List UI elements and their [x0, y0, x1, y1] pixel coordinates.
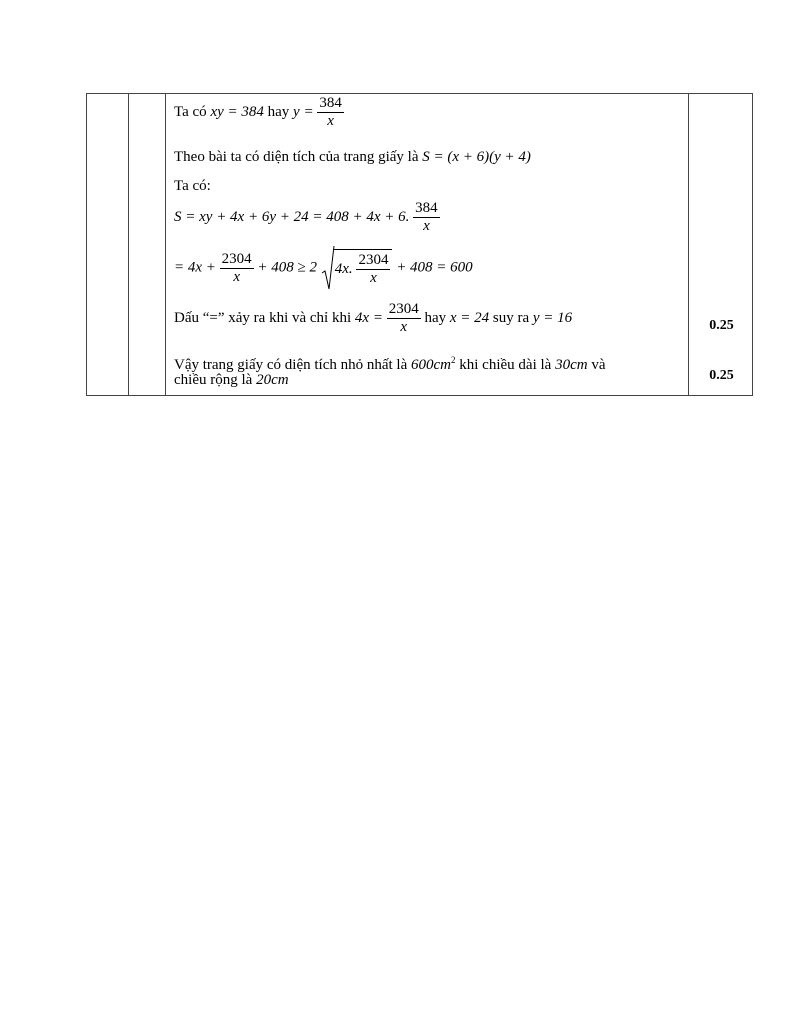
- fraction: [356, 252, 390, 287]
- text: Vậy trang giấy có diện tích nhỏ nhất là: [174, 357, 412, 373]
- numerator: 2304: [388, 301, 419, 317]
- table-col-border: [165, 93, 166, 396]
- answer-table: [86, 93, 753, 396]
- text: Theo bài ta có diện tích của trang giấy là: [174, 149, 423, 165]
- table-top-border: [86, 93, 753, 94]
- solution-line-3: [174, 177, 211, 195]
- equation: 4x.: [334, 260, 353, 277]
- equation: 30cm: [555, 357, 588, 373]
- solution-line-4: [174, 200, 440, 235]
- equation: S = (x + 6)(y + 4): [422, 149, 531, 165]
- numerator: 2304: [221, 250, 252, 267]
- text: hay: [267, 103, 294, 120]
- text: suy ra: [492, 309, 533, 326]
- table-col-border: [752, 93, 753, 396]
- text: Ta có:: [174, 178, 211, 194]
- denominator: x: [400, 319, 408, 335]
- equation: 600cm: [411, 357, 452, 373]
- denominator: x: [233, 268, 240, 285]
- equation: 20cm: [256, 372, 289, 388]
- numerator: 2304: [358, 252, 389, 268]
- score-value: 0.25: [709, 318, 734, 333]
- text: Dấu “=” xảy ra khi và chỉ khi: [174, 309, 355, 326]
- text: và: [591, 357, 606, 373]
- solution-line-2: [174, 148, 531, 166]
- superscript: 2: [451, 355, 456, 365]
- equation: = 4x +: [174, 259, 220, 276]
- score-value: 0.25: [709, 368, 734, 383]
- text: hay: [424, 309, 450, 326]
- table-col-border: [688, 93, 689, 396]
- square-root: [321, 249, 393, 287]
- text: chiều rộng là: [174, 372, 257, 388]
- equation: 4x =: [354, 309, 387, 326]
- solution-line-1: [174, 95, 344, 130]
- equation: y = 16: [532, 309, 573, 326]
- denominator: x: [327, 113, 334, 129]
- solution-line-6: [174, 301, 572, 336]
- equation: + 408 ≥ 2: [257, 259, 318, 276]
- equation: S = xy + 4x + 6y + 24 = 408 + 4x + 6.: [174, 208, 410, 225]
- denominator: x: [370, 270, 377, 286]
- numerator: 384: [319, 95, 342, 111]
- text: khi chiều dài là: [459, 357, 556, 373]
- fraction: [317, 95, 344, 130]
- table-col-border: [86, 93, 87, 396]
- numerator: 384: [415, 200, 438, 216]
- denominator: x: [423, 218, 430, 234]
- radical-sign-icon: [321, 245, 335, 291]
- table-col-border: [128, 93, 129, 396]
- equation: x = 24: [449, 309, 490, 326]
- fraction: [387, 301, 421, 336]
- solution-line-5: [174, 249, 473, 287]
- equation: y =: [293, 103, 318, 120]
- text: Ta có: [174, 103, 211, 120]
- equation: xy = 384: [210, 103, 264, 120]
- table-bottom-border: [86, 395, 753, 396]
- solution-line-8: [174, 371, 289, 389]
- fraction: [413, 200, 440, 235]
- radicand: [333, 249, 393, 287]
- fraction: [220, 251, 254, 286]
- equation: + 408 = 600: [396, 259, 473, 276]
